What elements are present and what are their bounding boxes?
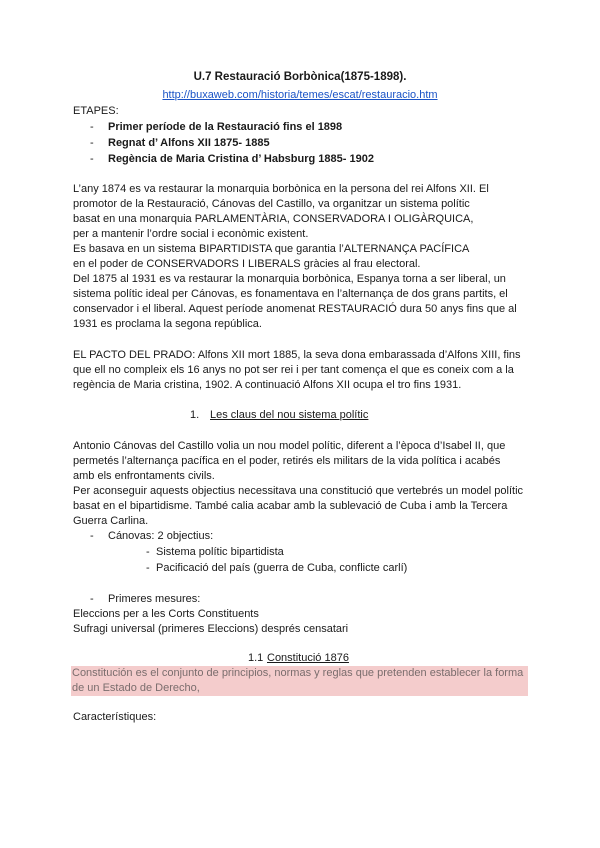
bullet-dash: - xyxy=(90,530,94,542)
mesura-item: Eleccions per a les Corts Constituents xyxy=(73,608,259,620)
para3-line: Antonio Cánovas del Castillo volia un nou model polític, diferent a l’època d’Isabel II, que xyxy=(73,440,506,452)
bullet-dash: - xyxy=(146,546,150,558)
para2-line: que ell no compleix els 16 anys no pot ser rei i per tant comença el que es coneix com a la xyxy=(73,364,514,376)
para3-line: permetés l’alternança pacífica en el poder, retirés els militars de la vida política i acabés xyxy=(73,455,501,467)
etapa-item: Primer període de la Restauració fins el 1898 xyxy=(108,121,343,133)
para3-line: basat en el bipartidisme. També calia acabar amb la sublevació de Cuba i amb la Tercera xyxy=(73,500,508,512)
bullet-dash: - xyxy=(90,137,94,149)
page-title: U.7 Restauració Borbònica(1875-1898). xyxy=(193,71,407,83)
canovas-label: Cánovas: 2 objectius: xyxy=(108,530,214,542)
para1-line: sistema polític ideal per Cánovas, es fonamentava en l’alternança de dos grans partits, el xyxy=(73,288,508,300)
section1-title: Les claus del nou sistema polític xyxy=(210,409,369,421)
section1-number: 1. xyxy=(190,409,200,421)
para3-line: Per aconseguir aquests objectius necessitava una constitució que vertebrés un model polític xyxy=(73,485,524,497)
objectiu-item: Pacificació del país (guerra de Cuba, conflicte carlí) xyxy=(156,562,408,574)
bullet-dash: - xyxy=(146,562,150,574)
objectiu-item: Sistema polític bipartidista xyxy=(156,546,284,558)
bullet-dash: - xyxy=(90,121,94,133)
para1-line: conservador i el liberal. Aquest període anomenat RESTAURACIÓ dura 50 anys fins que al xyxy=(73,303,517,315)
para2-line: EL PACTO DEL PRADO: Alfons XII mort 1885, la seva dona embarassada d’Alfons XIII, fins xyxy=(73,349,521,361)
mesura-item: Sufragi universal (primeres Eleccions) després censatari xyxy=(73,623,349,635)
section11-title: Constitució 1876 xyxy=(267,652,349,664)
primeres-label: Primeres mesures: xyxy=(108,593,201,605)
para1-line: Del 1875 al 1931 es va restaurar la monarquia borbònica, Espanya torna a ser liberal, un xyxy=(73,273,506,285)
bullet-dash: - xyxy=(90,593,94,605)
etapa-item: Regnat d’ Alfons XII 1875- 1885 xyxy=(108,137,270,149)
para1-line: Es basava en un sistema BIPARTIDISTA que garantia l’ALTERNANÇA PACÍFICA xyxy=(73,243,470,255)
para1-line: L’any 1874 es va restaurar la monarquia borbònica en la persona del rei Alfons XII. El xyxy=(73,183,489,195)
para1-line: 1931 es proclama la segona república. xyxy=(73,318,262,330)
etapa-item: Regència de Maria Cristina d’ Habsburg 1885- 1902 xyxy=(108,153,374,165)
para3-line: amb els enfrontaments civils. xyxy=(73,470,215,482)
para2-line: regència de Maria cristina, 1902. A continuació Alfons XII ocupa el tro fins 1931. xyxy=(73,379,462,391)
etapes-label: ETAPES: xyxy=(73,105,119,117)
caracteristiques-label: Característiques: xyxy=(73,711,157,723)
para1-line: promotor de la Restauració, Cánovas del Castillo, va organitzar un sistema polític xyxy=(73,198,470,210)
section11-number: 1.1 xyxy=(248,652,264,664)
source-link[interactable]: http://buxaweb.com/historia/temes/escat/restauracio.htm xyxy=(162,89,438,101)
highlighted-definition: Constitución es el conjunto de principios, normas y reglas que pretenden establecer la forma de un Estado de Derecho, xyxy=(71,666,528,696)
para3-line: Guerra Carlina. xyxy=(73,515,149,527)
para1-line: per a mantenir l’ordre social i econòmic existent. xyxy=(73,228,309,240)
para1-line: en el poder de CONSERVADORS I LIBERALS gràcies al frau electoral. xyxy=(73,258,421,270)
bullet-dash: - xyxy=(90,153,94,165)
para1-line: basat en una monarquia PARLAMENTÀRIA, CONSERVADORA I OLIGÀRQUICA, xyxy=(73,213,474,225)
